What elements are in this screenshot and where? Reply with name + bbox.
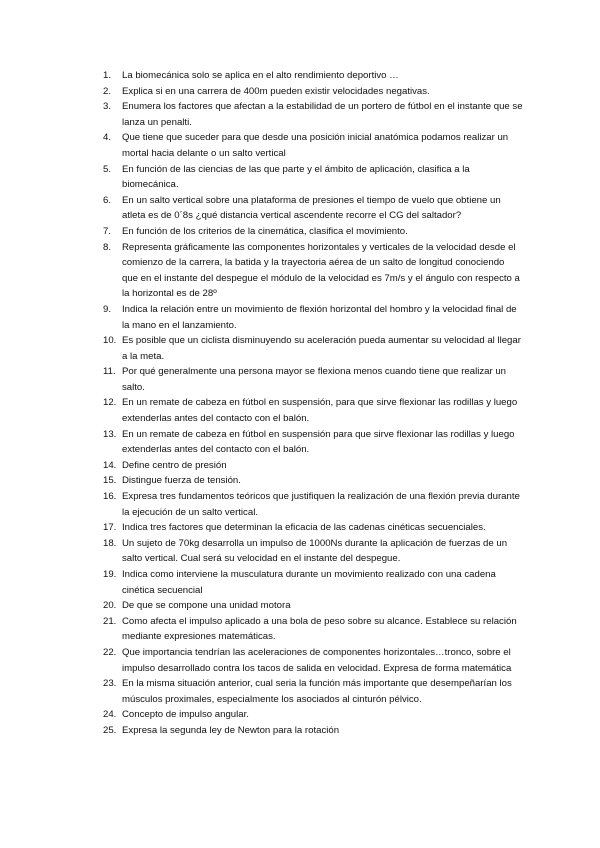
question-text: De que se compone una unidad motora (122, 600, 291, 612)
question-item (103, 302, 523, 333)
question-number: 11. (103, 366, 116, 378)
question-item (103, 567, 523, 598)
question-number: 21. (103, 615, 117, 627)
question-item (103, 68, 523, 84)
question-text: Indica la relación entre un movimiento de flexión horizontal del hombro y la velocidad final de la mano en el lanzamiento. (122, 303, 517, 331)
question-text: Es posible que un ciclista disminuyendo su aceleración pueda aumentar su velocidad al llegar a la meta. (122, 335, 521, 362)
question-text: En función de los criterios de la cinemática, clasifica el movimiento. (122, 225, 408, 237)
question-number: 25. (103, 724, 117, 736)
question-text: En un remate de cabeza en fútbol en suspensión, para que sirve flexionar las rodillas y luego extenderlas antes del contacto con el balón. (122, 397, 518, 425)
question-text: Por qué generalmente una persona mayor se flexiona menos cuando tiene que realizar un salto. (122, 366, 506, 393)
question-text: En un remate de cabeza en fútbol en suspensión para que sirve flexionar las rodillas y luego extenderlas antes del contacto con el balón. (122, 428, 515, 456)
question-number: 18. (103, 537, 117, 549)
question-number: 5. (103, 163, 112, 175)
question-number: 22. (103, 646, 117, 658)
question-text: Un sujeto de 70kg desarrolla un impulso de 1000Ns durante la aplicación de fuerzas de un salto vertical. Cual será su velocidad en el instante del despegue. (122, 537, 508, 565)
question-item (103, 520, 523, 536)
question-item (103, 427, 523, 458)
question-text: En la misma situación anterior, cual seria la función más importante que desempeñarían los músculos proximales, especialmente los asociados al cinturón pélvico. (122, 678, 512, 705)
question-text: Como afecta el impulso aplicado a una bola de peso sobre su alcance. Establece su relación mediante expresiones matemáticas. (122, 615, 517, 643)
question-number: 17. (103, 522, 117, 534)
question-number: 7. (103, 225, 112, 237)
question-item (103, 614, 523, 645)
question-list (103, 68, 523, 739)
question-text: La biomecánica solo se aplica en el alto rendimiento deportivo … (122, 70, 399, 81)
question-text: Expresa la segunda ley de Newton para la rotación (122, 724, 340, 736)
question-number: 2. (103, 85, 112, 97)
question-item (103, 130, 523, 161)
question-text: Que tiene que suceder para que desde una posición inicial anatómica podamos realizar un mortal hacia delante o un salto vertical (122, 132, 509, 159)
question-item (103, 536, 523, 567)
question-item (103, 364, 523, 395)
question-text: En función de las ciencias de las que parte y el ámbito de aplicación, clasifica a la biomecánica. (122, 163, 470, 191)
question-number: 14. (103, 459, 117, 471)
question-text: En un salto vertical sobre una plataforma de presiones el tiempo de vuelo que obtiene un atleta es de 0´8s ¿qué distancia vertical ascendente recorre el CG del saltador? (122, 194, 501, 222)
question-item (103, 99, 523, 130)
question-item (103, 193, 523, 224)
question-item (103, 707, 523, 723)
question-number: 16. (103, 491, 117, 503)
question-item (103, 84, 523, 100)
question-text: Define centro de presión (122, 459, 227, 471)
question-number: 20. (103, 600, 117, 612)
question-item (103, 224, 523, 240)
question-text: Indica tres factores que determinan la eficacia de las cadenas cinéticas secuenciales. (122, 522, 486, 534)
question-text: Explica si en una carrera de 400m pueden existir velocidades negativas. (122, 85, 430, 97)
question-text: Enumera los factores que afectan a la estabilidad de un portero de fútbol en el instante que se lanza un penalti. (122, 101, 523, 128)
question-number: 8. (103, 241, 112, 253)
question-number: 4. (103, 132, 112, 144)
question-item (103, 395, 523, 426)
question-number: 10. (103, 335, 117, 347)
question-text: Indica como interviene la musculatura durante un movimiento realizado con una cadena cinética secuencial (122, 569, 496, 596)
question-item (103, 598, 523, 614)
question-item (103, 723, 523, 739)
question-number: 24. (103, 709, 117, 721)
question-text: Que importancia tendrían las aceleraciones de componentes horizontales…tronco, sobre el impulso desarrollado contra los tacos de salida en velocidad. Expresa de forma matemática (122, 646, 512, 674)
question-number: 13. (103, 428, 117, 440)
question-number: 19. (103, 569, 117, 580)
question-number: 12. (103, 397, 117, 409)
question-item (103, 489, 523, 520)
question-number: 1. (103, 70, 112, 81)
question-number: 15. (103, 475, 117, 487)
question-number: 23. (103, 678, 117, 690)
question-item (103, 676, 523, 707)
question-number: 3. (103, 101, 112, 113)
question-item (103, 458, 523, 474)
question-text: Distingue fuerza de tensión. (122, 475, 241, 487)
question-item (103, 645, 523, 676)
question-text: Concepto de impulso angular. (122, 709, 249, 721)
question-item (103, 333, 523, 364)
question-number: 6. (103, 194, 112, 206)
question-text: Representa gráficamente las componentes horizontales y verticales de la velocidad desde el comienzo de la carrera, la batida y la trayectoria aérea de un salto de longitud conociendo que en el instante del despegue el módulo de la velocidad es 7m/s y el ángulo con respecto a la horizontal es de 28º (122, 241, 520, 300)
question-item (103, 240, 523, 302)
question-item (103, 162, 523, 193)
question-number: 9. (103, 303, 112, 315)
question-text: Expresa tres fundamentos teóricos que justifiquen la realización de una flexión previa durante la ejecución de un salto vertical. (122, 491, 520, 518)
question-item (103, 473, 523, 489)
